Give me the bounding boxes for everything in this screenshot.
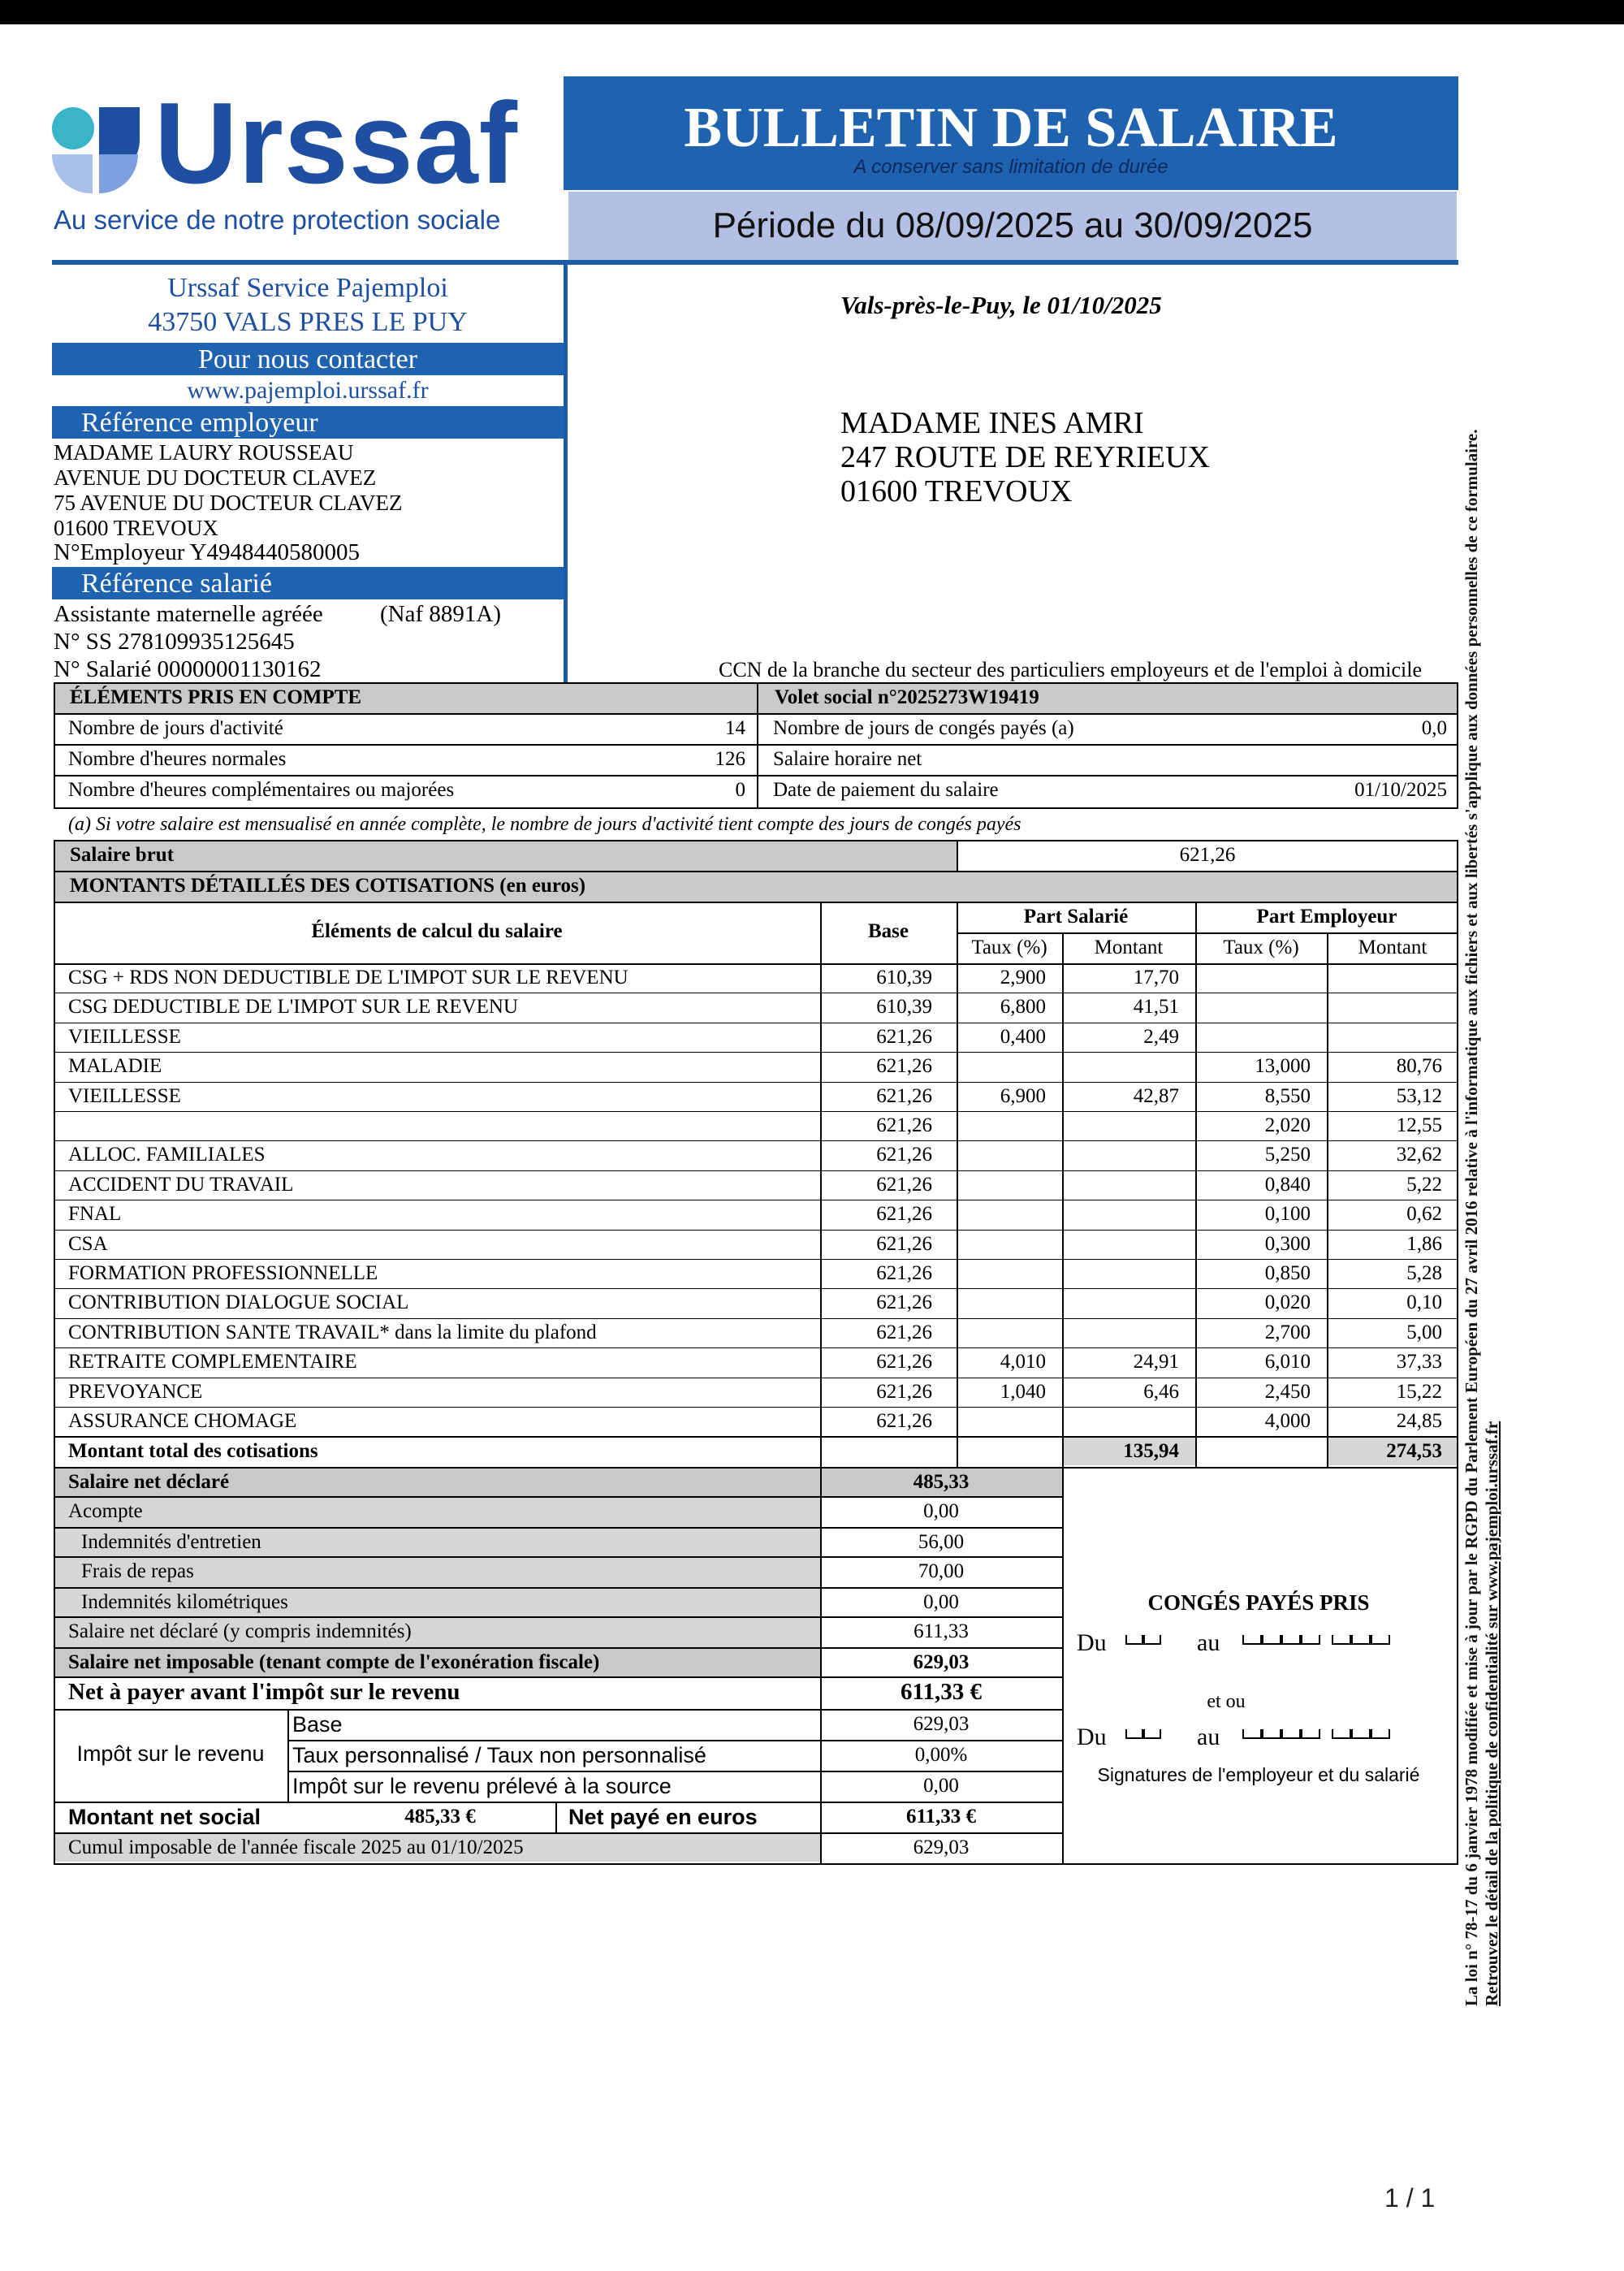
legal-notice [1462,57,1502,2006]
impot-row-label: Base [292,1712,343,1737]
cotisation-base: 621,26 [876,1291,932,1314]
salaire-brut-label: Salaire brut [54,841,957,871]
cotisation-employeur-taux: 2,020 [1264,1114,1311,1136]
cotisation-employeur-taux: 0,100 [1264,1203,1311,1226]
col-header-montant: Montant [1358,937,1427,958]
net-label: Indemnités kilométriques [81,1591,288,1613]
cotisation-employeur-montant: 80,76 [1396,1055,1442,1078]
employee-heading: Référence salarié [52,567,564,599]
cotisation-label: CSG + RDS NON DEDUCTIBLE DE L'IMPOT SUR LE REVENU [68,967,628,988]
conges-au-label: au [1197,1629,1220,1656]
conges-title: CONGÉS PAYÉS PRIS [1147,1590,1370,1615]
cotisation-employeur-taux: 0,840 [1264,1173,1311,1196]
net-value: 611,33 [914,1620,969,1642]
net-value: 611,33 € [901,1679,982,1705]
net-label: Salaire net imposable (tenant compte de l'exonération fiscale) [68,1651,600,1673]
place-date: Vals-près-le-Puy, le 01/10/2025 [840,291,1162,319]
impot-row-label: Taux personnalisé / Taux non personnalisé [292,1743,706,1767]
recipient-line: 01600 TREVOUX [840,474,1073,508]
cotisation-salarie-montant: 41,51 [1133,996,1179,1019]
employer-line: 01600 TREVOUX [54,516,218,540]
col-header-taux: Taux (%) [1223,937,1299,958]
cotisation-employeur-taux: 0,850 [1264,1262,1311,1284]
divider [52,260,564,265]
conges-et-ou: et ou [1207,1691,1246,1712]
employer-line: AVENUE DU DOCTEUR CLAVEZ [54,465,377,490]
cotisation-salarie-taux: 6,800 [1000,996,1046,1019]
page-number: 1 / 1 [1384,2183,1436,2213]
cotisation-salarie-montant: 24,91 [1133,1351,1179,1373]
cotisation-employeur-montant: 0,10 [1406,1291,1442,1314]
ccn-text: CCN de la branche du secteur des particuliers employeurs et de l'emploi à domicile [719,658,1423,681]
footnote: (a) Si votre salaire est mensualisé en année complète, le nombre de jours d'activité tient compte des jours de congés payés [68,814,1021,835]
cotisation-employeur-montant: 12,55 [1396,1114,1442,1136]
sender-address: 43750 VALS PRES LE PUY [148,307,468,337]
cotisation-salarie-montant: 2,49 [1143,1025,1179,1048]
cotisation-label: CONTRIBUTION DIALOGUE SOCIAL [68,1291,409,1314]
cotisation-base: 621,26 [876,1203,932,1226]
cumul-label: Cumul imposable de l'année fiscale 2025 au 01/10/2025 [68,1836,524,1858]
cotisation-employeur-taux: 5,250 [1264,1144,1311,1166]
net-social-value: 485,33 € [404,1806,476,1828]
net-label: Frais de repas [81,1560,194,1582]
cotisation-employeur-montant: 15,22 [1396,1380,1442,1403]
cotisation-label: ALLOC. FAMILIALES [68,1144,266,1166]
net-label: Acompte [68,1500,143,1522]
cotisation-base: 621,26 [876,1055,932,1078]
col-header-taux: Taux (%) [971,937,1047,958]
date-field[interactable] [1125,1728,1161,1743]
top-black-bar [0,0,1624,24]
net-value: 70,00 [918,1560,965,1582]
cotisation-employeur-montant: 32,62 [1396,1144,1442,1166]
elements-header: ÉLÉMENTS PRIS EN COMPTE [54,684,757,713]
cotisation-salarie-taux: 4,010 [1000,1351,1046,1373]
net-label: Salaire net déclaré (y compris indemnités) [68,1620,412,1642]
cotisation-employeur-taux: 6,010 [1264,1351,1311,1373]
cotisation-label: CSA [68,1232,108,1255]
cotisation-label: RETRAITE COMPLEMENTAIRE [68,1351,357,1373]
cotisation-employeur-taux: 4,000 [1264,1410,1311,1432]
employer-number: N°Employeur Y4948440580005 [54,539,361,565]
contact-heading: Pour nous contacter [52,343,564,375]
cotisation-label: MALADIE [68,1055,162,1078]
salaire-brut-value: 621,26 [1179,844,1236,866]
cotisation-employeur-montant: 5,22 [1406,1173,1442,1196]
impot-row-value: 0,00% [914,1744,968,1766]
cotisation-employeur-taux: 2,700 [1264,1321,1311,1343]
cotisation-employeur-montant: 53,12 [1396,1084,1442,1107]
cotisation-base: 610,39 [876,996,932,1019]
impot-row-value: 629,03 [913,1713,970,1735]
cotisation-salarie-montant: 6,46 [1143,1380,1179,1403]
net-value: 485,33 [913,1471,970,1493]
net-value: 56,00 [918,1531,965,1553]
cotisation-base: 621,26 [876,1380,932,1403]
date-field[interactable] [1242,1728,1390,1743]
elements-label: Nombre de jours d'activité [68,717,283,739]
cotisation-base: 621,26 [876,1262,932,1284]
cotisation-label: VIEILLESSE [68,1025,181,1048]
cotisation-salarie-taux: 6,900 [1000,1084,1046,1107]
impot-row-label: Impôt sur le revenu prélevé à la source [292,1774,672,1798]
cotisation-base: 621,26 [876,1410,932,1432]
employee-ss: N° SS 278109935125645 [54,629,295,655]
cotisation-label: ACCIDENT DU TRAVAIL [68,1173,294,1196]
cotisation-employeur-montant: 37,33 [1396,1351,1442,1373]
pay-period: Période du 08/09/2025 au 30/09/2025 [712,205,1313,245]
divider [564,260,1458,265]
elements-label: Date de paiement du salaire [773,779,999,801]
cotisation-employeur-taux: 2,450 [1264,1380,1311,1403]
cotisation-salarie-taux: 2,900 [1000,967,1046,988]
elements-label: Salaire horaire net [773,748,922,770]
employer-line: 75 AVENUE DU DOCTEUR CLAVEZ [54,491,403,515]
elements-label: Nombre d'heures complémentaires ou majorées [68,779,455,801]
legal-link[interactable]: Retrouvez le détail de la politique de confidentialité sur www.pajemploi.urssaf.fr [1482,1421,1501,2006]
total-salarie: 135,94 [1123,1440,1179,1463]
cotisation-salarie-montant: 17,70 [1133,967,1179,988]
cotisation-base: 621,26 [876,1144,932,1166]
signatures-label: Signatures de l'employeur et du salarié [1097,1764,1420,1785]
cumul-value: 629,03 [913,1836,970,1858]
col-header-part-employeur: Part Employeur [1256,906,1397,928]
cotisation-employeur-taux: 0,300 [1264,1232,1311,1255]
cotisation-employeur-montant: 24,85 [1396,1410,1442,1432]
employee-job: Assistante maternelle agréée [54,601,323,627]
cotisation-salarie-taux: 0,400 [1000,1025,1046,1048]
sender-org: Urssaf Service Pajemploi [167,273,448,303]
elements-label: Nombre d'heures normales [68,748,287,770]
employer-heading: Référence employeur [52,406,564,439]
cotisation-label: ASSURANCE CHOMAGE [68,1410,297,1432]
cotisation-base: 621,26 [876,1173,932,1196]
conges-du-label: Du [1077,1629,1107,1656]
net-paye-label: Net payé en euros [568,1805,758,1829]
employee-naf: (Naf 8891A) [380,601,501,627]
cotisation-employeur-taux: 8,550 [1264,1084,1311,1107]
net-value: 0,00 [923,1500,959,1522]
total-employeur: 274,53 [1386,1440,1442,1463]
net-label: Net à payer avant l'impôt sur le revenu [68,1679,460,1705]
net-label: Salaire net déclaré [68,1471,230,1493]
cotisation-employeur-montant: 1,86 [1406,1232,1442,1255]
net-label: Indemnités d'entretien [81,1531,261,1553]
conges-au-label: au [1197,1724,1220,1750]
cotisation-employeur-montant: 5,28 [1406,1262,1442,1284]
elements-value: 0 [735,779,745,801]
col-header-base: Base [868,920,909,942]
net-value: 629,03 [913,1651,970,1673]
cotisation-label: CSG DEDUCTIBLE DE L'IMPOT SUR LE REVENU [68,996,519,1019]
cotisation-base: 621,26 [876,1321,932,1343]
total-label: Montant total des cotisations [68,1440,318,1463]
cotisation-salarie-montant: 42,87 [1133,1084,1179,1107]
divider [564,262,568,682]
urssaf-logo-icon [50,106,141,195]
impot-label: Impôt sur le revenu [76,1741,265,1766]
cotisation-label: FNAL [68,1203,122,1226]
date-field[interactable] [1242,1634,1390,1649]
cotisations-title: MONTANTS DÉTAILLÉS DES COTISATIONS (en euros) [55,872,1457,902]
document-subtitle: A conserver sans limitation de durée [853,156,1168,178]
recipient-line: MADAME INES AMRI [840,406,1144,440]
elements-value: 0,0 [1421,717,1447,739]
cotisation-base: 621,26 [876,1084,932,1107]
elements-label: Nombre de jours de congés payés (a) [773,717,1074,739]
conges-du-label: Du [1077,1724,1107,1750]
net-paye-value: 611,33 € [905,1806,977,1828]
cotisation-base: 621,26 [876,1025,932,1048]
cotisation-label: CONTRIBUTION SANTE TRAVAIL* dans la limite du plafond [68,1321,597,1343]
legal-line: La loi n° 78-17 du 6 janvier 1978 modifiée et mise à jour par le RGPD du Parlement Européen du 27 avril 2016 relative à l'informatique aux fichiers et aux libertés s'applique aux données personnelles de ce formulaire. [1462,429,1481,2006]
cotisation-employeur-taux: 13,000 [1255,1055,1311,1078]
cotisation-base: 610,39 [876,967,932,988]
website-link[interactable]: www.pajemploi.urssaf.fr [187,377,429,404]
cotisation-employeur-taux: 0,020 [1264,1291,1311,1314]
cotisation-base: 621,26 [876,1232,932,1255]
recipient-line: 247 ROUTE DE REYRIEUX [840,440,1210,474]
net-value: 0,00 [923,1591,959,1613]
cotisation-base: 621,26 [876,1351,932,1373]
cotisation-label: FORMATION PROFESSIONNELLE [68,1262,378,1284]
elements-value: 01/10/2025 [1354,779,1447,801]
cotisation-employeur-montant: 5,00 [1406,1321,1442,1343]
volet-social: Volet social n°2025273W19419 [758,684,1458,713]
cotisation-label: PREVOYANCE [68,1380,203,1403]
cotisation-employeur-montant: 0,62 [1406,1203,1442,1226]
document-title: BULLETIN DE SALAIRE [684,97,1338,159]
elements-value: 126 [715,748,745,770]
elements-value: 14 [725,717,745,739]
date-field[interactable] [1125,1634,1161,1649]
col-header-part-salarie: Part Salarié [1023,906,1129,928]
urssaf-wordmark: Urssaf [154,79,519,208]
employee-number: N° Salarié 00000001130162 [54,656,322,682]
employer-line: MADAME LAURY ROUSSEAU [54,440,354,465]
brand-tagline: Au service de notre protection sociale [54,205,501,235]
col-header-montant: Montant [1094,937,1164,958]
impot-row-value: 0,00 [923,1775,959,1797]
cotisation-label: VIEILLESSE [68,1084,181,1107]
cotisation-salarie-taux: 1,040 [1000,1380,1046,1403]
col-header-elements: Éléments de calcul du salaire [311,920,563,942]
net-social-label: Montant net social [68,1805,261,1829]
cotisation-base: 621,26 [876,1114,932,1136]
